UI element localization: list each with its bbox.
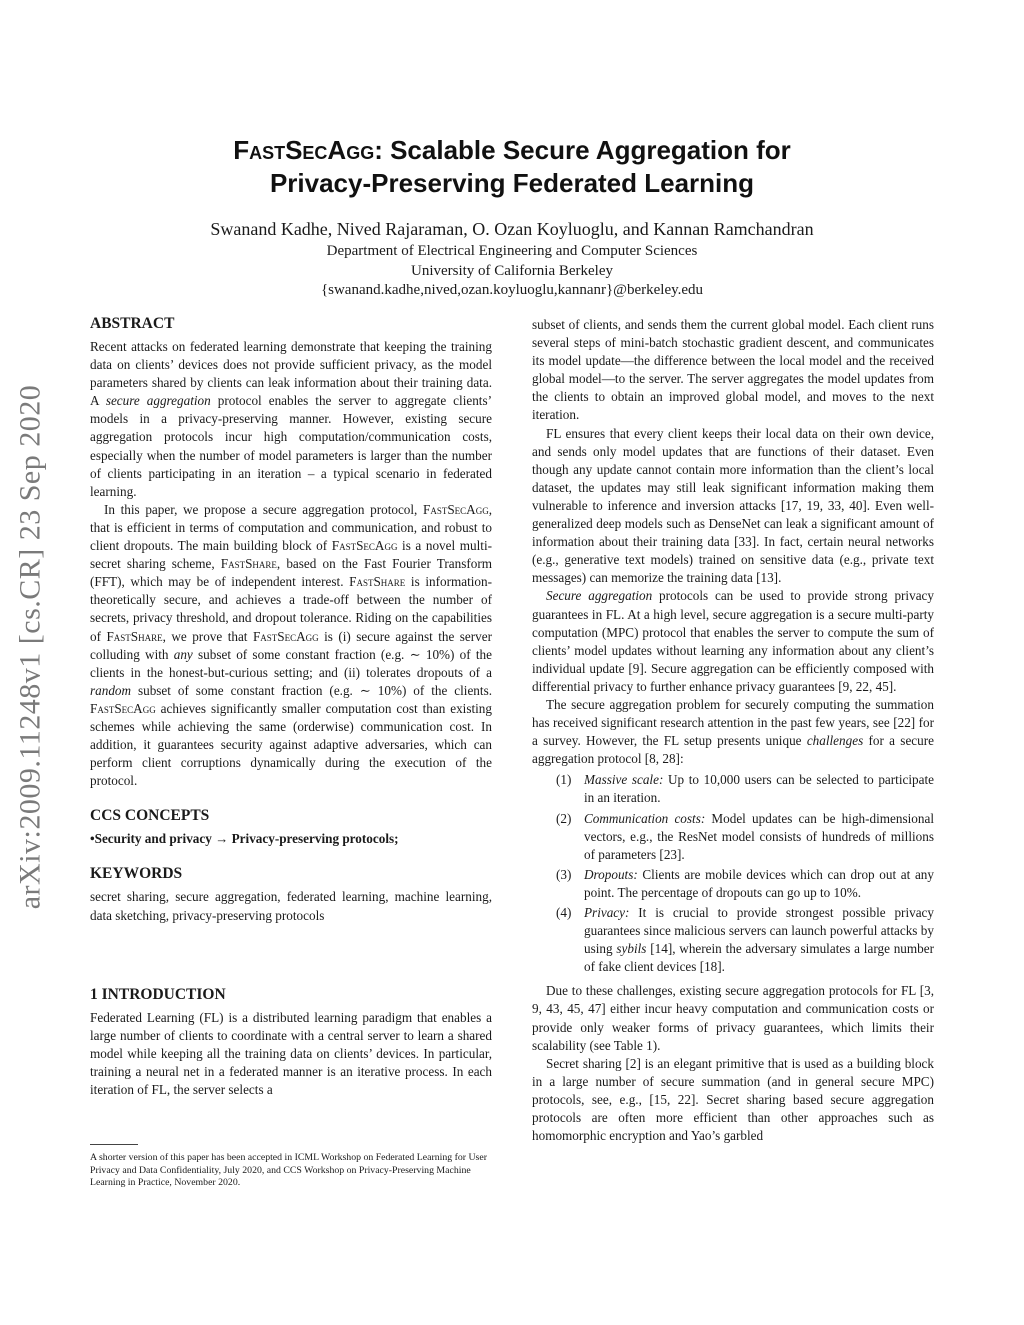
arxiv-stamp-text: arXiv:2009.11248v1 [cs.CR] 23 Sep 2020 [13, 384, 46, 910]
intro-paragraph-2: subset of clients, and sends them the current global model. Each client runs several steps of mini-batch stochastic gradient descent, and communicates its model update—the difference between the local model and the received global model—to the server. The server aggregates the model updates from the clients to obtain an improved global model, and moves to the next iteration. [532, 317, 934, 423]
title-line-2: Privacy-Preserving Federated Learning [269, 168, 755, 198]
challenges-list [532, 771, 934, 976]
intro-paragraph-3: FL ensures that every client keeps their local data on their own device, and sends only model updates that are functions of their dataset. Even though any update cannot contain more information than the client’s local dataset, the updates may still leak significant information making them vulnerable to inference and inversion attacks [17, 19, 33, 40]. Even well-generalized deep models such as DenseNet can leak a significant amount of information about their training data [33]. In fact, certain neural networks (e.g., generative text models) trained on sensitive data (e.g., private text messages) can memorize the training data [13]. [532, 425, 934, 586]
footnote: A shorter version of this paper has been accepted in ICML Workshop on Federated Learning for User Privacy and Data Confidentiality, July 2020, and CCS Workshop on Privacy-Preserving Machine Learning in Practice, November 2020. [90, 1152, 487, 1189]
title-scheme-name: FastSecAgg [233, 135, 375, 165]
title-line-1 [100, 134, 924, 167]
ccs-heading: CCS CONCEPTS [90, 807, 210, 825]
abstract-paragraph-1: Recent attacks on federated learning demonstrate that keeping the training data on clients’ devices does not provide sufficient privacy, as the model parameters shared by clients can leak information about their training data. A secure aggregation protocol enables the server to aggregate clients’ models in a privacy-preserving manner. However, existing secure aggregation protocols incur high computation/communication costs, especially when the number of model parameters is larger than the number of clients participating in an iteration – a typical scenario in federated learning. [90, 339, 492, 499]
affiliation [100, 242, 924, 301]
keywords-text: secret sharing, secure aggregation, federated learning, machine learning, data sketching, privacy-preserving protocols [90, 889, 492, 923]
intro-heading: 1 INTRODUCTION [90, 985, 226, 1003]
list-item: (3) Dropouts: Clients are mobile devices which can drop out at any point. The percentage of dropouts can go up to 10%. [556, 866, 934, 900]
affiliation-department: Department of Electrical Engineering and Computer Sciences [326, 243, 698, 259]
intro-paragraph-6: Due to these challenges, existing secure aggregation protocols for FL [3, 9, 43, 45, 47] either incur heavy computation and communication costs or provide only weaker forms of privacy guarantees, which limits their scalability (see Table 1). [532, 983, 934, 1053]
intro-paragraph-4: Secure aggregation protocols can be used to provide strong privacy guarantees in FL. At a high level, secure aggregation is a secure multi-party computation (MPC) protocol that enables the server to compute the sum of clients’ model updates without learning any information about any client’s individual update [9]. Secure aggregation can be efficiently composed with differential privacy to further enhance privacy guarantees [9, 22, 45]. [532, 588, 934, 694]
abstract-paragraph-2: In this paper, we propose a secure aggregation protocol, FastSecAgg, that is efficient in terms of computation and communication, and robust to client dropouts. The main building block of FastSecAgg is a novel multi-secret sharing scheme, FastShare, based on the Fast Fourier Transform (FFT), which may be of independent interest. FastShare is information-theoretically secure, and achieves a trade-off between the number of secrets, privacy threshold, and dropout tolerance. Riding on the capabilities of FastShare, we prove that FastSecAgg is (i) secure against the server colluding with any subset of some constant fraction (e.g. ∼ 10%) of the clients in the honest-but-curious setting; and (ii) tolerates dropouts of a random subset of some constant fraction (e.g. ∼ 10%) of the clients. FastSecAgg achieves significantly smaller computation cost than existing schemes while achieving the same (orderwise) communication cost. In addition, it guarantees security against adaptive adversaries, which can perform client corruptions dynamically during the execution of the protocol. [90, 501, 492, 789]
keywords-heading: KEYWORDS [90, 865, 183, 883]
paper-title [100, 134, 924, 200]
right-column [532, 316, 934, 1145]
intro-paragraph-1: Federated Learning (FL) is a distributed learning paradigm that enables a large number of clients to coordinate with a central server to learn a shared model while keeping all the training data on clients’ devices. In particular, training a neural net in a federated manner is an iterative process. In each iteration of FL, the server selects a [90, 1009, 492, 1097]
list-item: (2) Communication costs: Model updates can be high-dimensional vectors, e.g., the ResNet model consists of hundreds of millions of parameters [23]. [556, 810, 934, 862]
list-item: (1) Massive scale: Up to 10,000 users can be selected to participate in an iteration. [556, 772, 934, 806]
author-list: Swanand Kadhe, Nived Rajaraman, O. Ozan Koyluoglu, and Kannan Ramchandran [210, 219, 814, 239]
ccs-concepts: •Security and privacy → Privacy-preserving protocols; [90, 831, 399, 847]
left-column [90, 314, 492, 1099]
title-line-1-rest: : Scalable Secure Aggregation for [374, 135, 791, 165]
list-item: (4) Privacy: It is crucial to provide strongest possible privacy guarantees since malicious servers can launch powerful attacks by using sybils [14], wherein the adversary simulates a large number of fake client devices [18]. [556, 905, 935, 975]
abstract-heading: ABSTRACT [90, 315, 175, 332]
intro-paragraph-5: The secure aggregation problem for securely computing the summation has received significant research attention in the past few years, see [22] for a survey. However, the FL setup presents unique challenges for a secure aggregation protocol [8, 28]: [532, 696, 934, 767]
arxiv-stamp [0, 352, 60, 942]
intro-paragraph-7: Secret sharing [2] is an elegant primitive that is used as a building block in a large number of secure summation (and in general secure MPC) protocols, see, e.g., [15, 22]. Secret sharing based secure aggregation protocols are often more efficient than other approaches such as homomorphic encryption and Yao’s garbled [532, 1055, 934, 1144]
footnote-rule [90, 1144, 138, 1145]
affiliation-email: {swanand.kadhe,nived,ozan.koyluoglu,kannanr}@berkeley.edu [320, 282, 704, 298]
affiliation-university: University of California Berkeley [410, 262, 614, 279]
